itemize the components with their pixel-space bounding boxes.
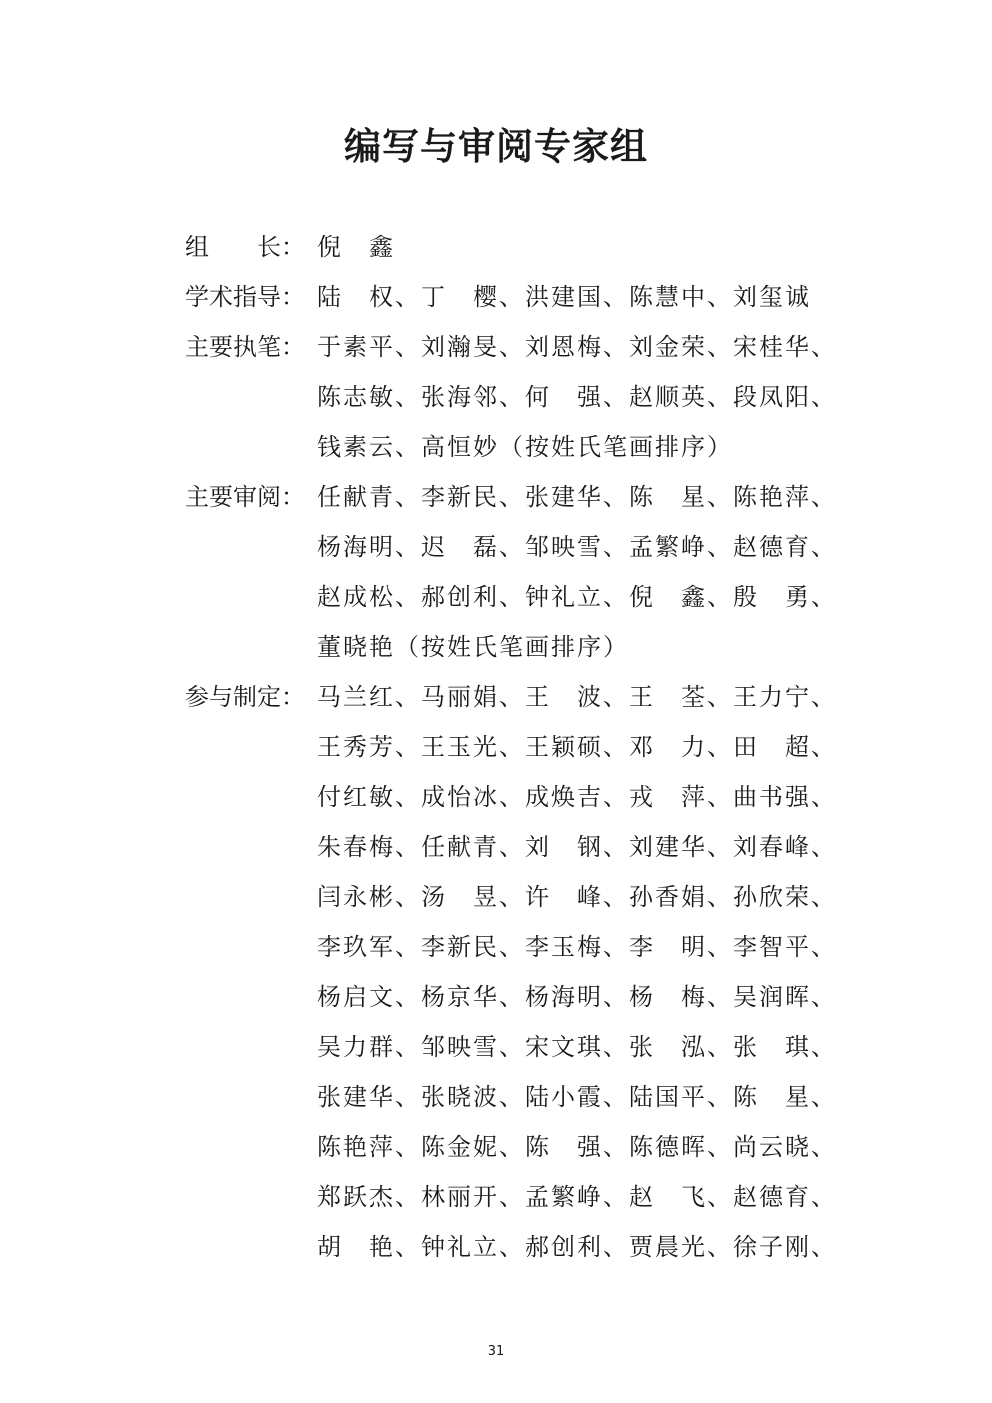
roster-section-main-writers <box>185 322 865 472</box>
name-line: 陆 权、丁 樱、洪建国、陈慧中、刘玺诚 <box>317 283 811 311</box>
name-list <box>317 672 865 1272</box>
section-label-text: 主要审阅 <box>185 483 281 511</box>
name-line: 陈艳萍、陈金妮、陈 强、陈德晖、尚云晓、 <box>317 1133 837 1161</box>
section-label-colon: ： <box>281 233 305 261</box>
section-label <box>185 672 317 722</box>
name-line: 马兰红、马丽娟、王 波、王 荃、王力宁、 <box>317 683 837 711</box>
section-label <box>185 222 317 272</box>
roster-section-leader <box>185 222 865 272</box>
name-line: 倪 鑫 <box>317 233 395 261</box>
section-label <box>185 322 317 372</box>
name-line: 闫永彬、汤 昱、许 峰、孙香娟、孙欣荣、 <box>317 883 837 911</box>
name-line: 董晓艳（按姓氏笔画排序） <box>317 633 629 661</box>
name-line: 于素平、刘瀚旻、刘恩梅、刘金荣、宋桂华、 <box>317 333 837 361</box>
name-list <box>317 472 865 672</box>
section-label-text: 学术指导 <box>185 283 281 311</box>
expert-roster <box>185 222 865 1272</box>
section-label-colon: ： <box>281 483 305 511</box>
name-line: 王秀芳、王玉光、王颖硕、邓 力、田 超、 <box>317 733 837 761</box>
name-line: 胡 艳、钟礼立、郝创利、贾晨光、徐子刚、 <box>317 1233 837 1261</box>
name-line: 杨海明、迟 磊、邹映雪、孟繁峥、赵德育、 <box>317 533 837 561</box>
name-line: 钱素云、高恒妙（按姓氏笔画排序） <box>317 433 733 461</box>
section-label <box>185 272 317 322</box>
name-line: 朱春梅、任献青、刘 钢、刘建华、刘春峰、 <box>317 833 837 861</box>
page-number: 31 <box>487 1344 505 1359</box>
section-label-colon: ： <box>281 333 305 361</box>
roster-section-academic-advisors <box>185 272 865 322</box>
name-list <box>317 272 865 322</box>
name-line: 杨启文、杨京华、杨海明、杨 梅、吴润晖、 <box>317 983 837 1011</box>
name-line: 赵成松、郝创利、钟礼立、倪 鑫、殷 勇、 <box>317 583 837 611</box>
roster-section-participants <box>185 672 865 1272</box>
name-line: 郑跃杰、林丽开、孟繁峥、赵 飞、赵德育、 <box>317 1183 837 1211</box>
name-line: 吴力群、邹映雪、宋文琪、张 泓、张 琪、 <box>317 1033 837 1061</box>
section-label-text: 参与制定 <box>185 683 281 711</box>
name-list <box>317 322 865 472</box>
roster-section-main-reviewers <box>185 472 865 672</box>
section-label-text: 组 长 <box>185 233 281 261</box>
name-line: 任献青、李新民、张建华、陈 星、陈艳萍、 <box>317 483 837 511</box>
name-line: 张建华、张晓波、陆小霞、陆国平、陈 星、 <box>317 1083 837 1111</box>
name-line: 陈志敏、张海邻、何 强、赵顺英、段凤阳、 <box>317 383 837 411</box>
section-label-text: 主要执笔 <box>185 333 281 361</box>
section-label <box>185 472 317 522</box>
section-label-colon: ： <box>281 283 305 311</box>
page-title: 编写与审阅专家组 <box>344 124 648 168</box>
section-label-colon: ： <box>281 683 305 711</box>
name-list <box>317 222 865 272</box>
name-line: 李玖军、李新民、李玉梅、李 明、李智平、 <box>317 933 837 961</box>
name-line: 付红敏、成怡冰、成焕吉、戎 萍、曲书强、 <box>317 783 837 811</box>
